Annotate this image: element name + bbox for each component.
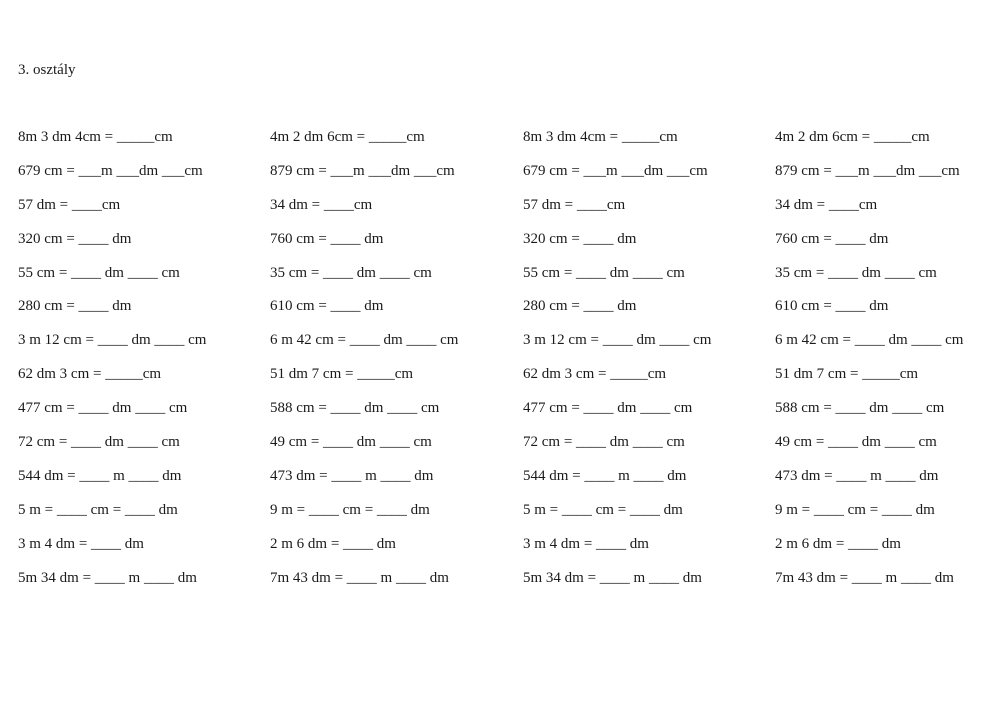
- exercise-item: 6 m 42 cm = ____ dm ____ cm: [775, 332, 964, 349]
- exercise-item: 5 m = ____ cm = ____ dm: [18, 501, 178, 518]
- exercise-item: 280 cm = ____ dm: [523, 298, 637, 315]
- exercise-item: 610 cm = ____ dm: [270, 298, 384, 315]
- exercise-item: 760 cm = ____ dm: [775, 230, 889, 247]
- exercise-item: 3 m 12 cm = ____ dm ____ cm: [18, 332, 207, 349]
- exercise-item: 2 m 6 dm = ____ dm: [270, 535, 396, 552]
- exercise-item: 62 dm 3 cm = _____cm: [18, 366, 162, 383]
- exercise-item: 51 dm 7 cm = _____cm: [775, 366, 919, 383]
- exercise-item: 3 m 4 dm = ____ dm: [523, 535, 649, 552]
- exercise-item: 5m 34 dm = ____ m ____ dm: [523, 569, 702, 586]
- exercise-item: 588 cm = ____ dm ____ cm: [270, 400, 440, 417]
- exercise-item: 760 cm = ____ dm: [270, 230, 384, 247]
- exercise-item: 72 cm = ____ dm ____ cm: [18, 434, 180, 451]
- exercise-item: 2 m 6 dm = ____ dm: [775, 535, 901, 552]
- exercise-item: 3 m 12 cm = ____ dm ____ cm: [523, 332, 712, 349]
- exercise-item: 55 cm = ____ dm ____ cm: [523, 264, 685, 281]
- exercise-item: 8m 3 dm 4cm = _____cm: [18, 129, 173, 145]
- exercise-item: 477 cm = ____ dm ____ cm: [523, 400, 693, 417]
- exercise-item: 879 cm = ___m ___dm ___cm: [775, 162, 960, 179]
- page-title: 3. osztály: [18, 62, 76, 78]
- exercise-item: 8m 3 dm 4cm = _____cm: [523, 129, 678, 145]
- exercise-item: 9 m = ____ cm = ____ dm: [775, 501, 935, 518]
- exercise-item: 679 cm = ___m ___dm ___cm: [18, 162, 203, 179]
- exercise-item: 49 cm = ____ dm ____ cm: [775, 434, 937, 451]
- exercise-item: 4m 2 dm 6cm = _____cm: [270, 129, 425, 145]
- exercise-item: 35 cm = ____ dm ____ cm: [270, 264, 432, 281]
- exercise-item: 610 cm = ____ dm: [775, 298, 889, 315]
- exercise-grid: [18, 128, 1000, 602]
- exercise-item: 55 cm = ____ dm ____ cm: [18, 264, 180, 281]
- exercise-item: 7m 43 dm = ____ m ____ dm: [775, 569, 954, 586]
- exercise-item: 473 dm = ____ m ____ dm: [775, 467, 939, 484]
- exercise-item: 49 cm = ____ dm ____ cm: [270, 434, 432, 451]
- exercise-item: 57 dm = ____cm: [18, 196, 121, 213]
- exercise-item: 35 cm = ____ dm ____ cm: [775, 264, 937, 281]
- exercise-item: 51 dm 7 cm = _____cm: [270, 366, 414, 383]
- exercise-item: 34 dm = ____cm: [775, 196, 878, 213]
- exercise-item: 477 cm = ____ dm ____ cm: [18, 400, 188, 417]
- exercise-item: 34 dm = ____cm: [270, 196, 373, 213]
- exercise-item: 6 m 42 cm = ____ dm ____ cm: [270, 332, 459, 349]
- exercise-item: 7m 43 dm = ____ m ____ dm: [270, 569, 449, 586]
- exercise-item: 320 cm = ____ dm: [18, 230, 132, 247]
- exercise-item: 72 cm = ____ dm ____ cm: [523, 434, 685, 451]
- exercise-item: 4m 2 dm 6cm = _____cm: [775, 129, 930, 145]
- exercise-item: 544 dm = ____ m ____ dm: [523, 467, 687, 484]
- exercise-item: 588 cm = ____ dm ____ cm: [775, 400, 945, 417]
- exercise-item: 3 m 4 dm = ____ dm: [18, 535, 144, 552]
- exercise-item: 5 m = ____ cm = ____ dm: [523, 501, 683, 518]
- exercise-item: 679 cm = ___m ___dm ___cm: [523, 162, 708, 179]
- exercise-item: 57 dm = ____cm: [523, 196, 626, 213]
- exercise-item: 280 cm = ____ dm: [18, 298, 132, 315]
- exercise-item: 9 m = ____ cm = ____ dm: [270, 501, 430, 518]
- exercise-item: 879 cm = ___m ___dm ___cm: [270, 162, 455, 179]
- exercise-item: 5m 34 dm = ____ m ____ dm: [18, 569, 197, 586]
- exercise-item: 473 dm = ____ m ____ dm: [270, 467, 434, 484]
- exercise-item: 544 dm = ____ m ____ dm: [18, 467, 182, 484]
- exercise-item: 320 cm = ____ dm: [523, 230, 637, 247]
- exercise-item: 62 dm 3 cm = _____cm: [523, 366, 667, 383]
